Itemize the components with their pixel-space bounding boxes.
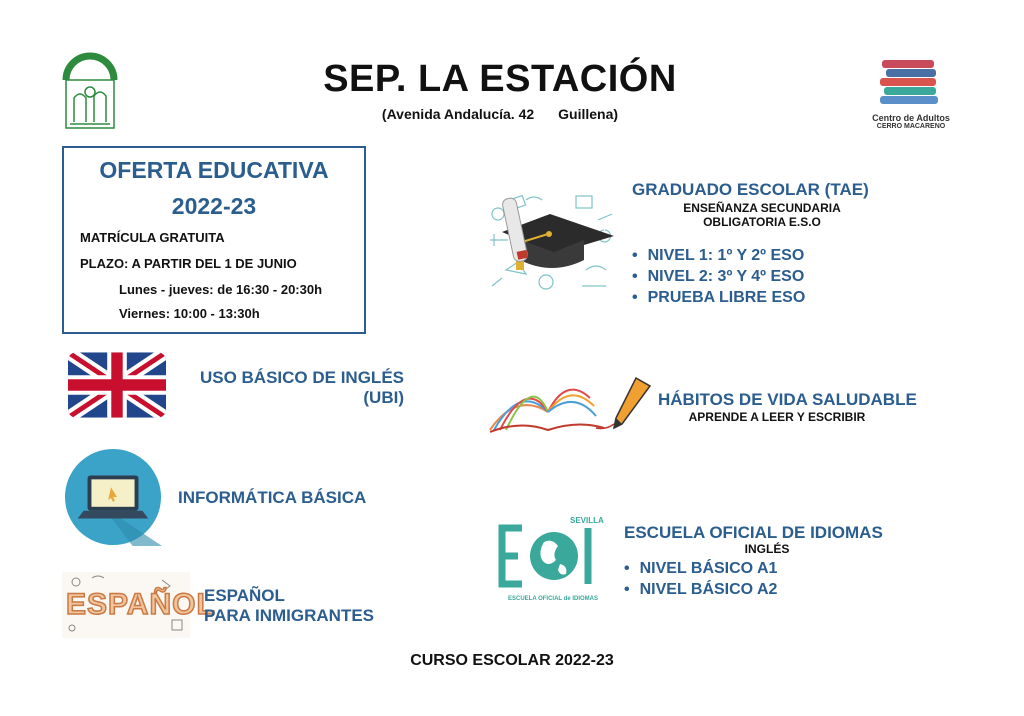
espanol-title — [204, 586, 374, 626]
habitos-sub: APRENDE A LEER Y ESCRIBIR — [688, 410, 866, 424]
eoi-sub: INGLÉS — [744, 542, 790, 556]
list-item: • PRUEBA LIBRE ESO — [632, 287, 805, 308]
eoi-logo-bottom: ESCUELA OFICIAL de IDIOMAS — [507, 596, 598, 602]
offer-line2: PLAZO: A PARTIR DEL 1 DE JUNIO — [80, 256, 297, 271]
espanol-line1: ESPAÑOL — [204, 586, 285, 605]
list-item: • NIVEL 2: 3º Y 4º ESO — [632, 266, 805, 287]
graduado-list — [632, 245, 805, 308]
book-pencil-icon — [486, 372, 656, 436]
laptop-icon — [64, 448, 162, 546]
eoi-list — [624, 558, 777, 600]
offer-box — [62, 146, 366, 334]
uk-flag-icon — [68, 350, 166, 420]
address — [0, 106, 1000, 122]
graduado-title: GRADUADO ESCOLAR (TAE) — [632, 180, 869, 199]
books-stack-icon — [866, 56, 956, 108]
ubi-line1: USO BÁSICO DE INGLÉS — [199, 368, 404, 387]
graduado-sub2: OBLIGATORIA E.S.O — [703, 215, 821, 229]
offer-title-line2: 2022-23 — [171, 193, 257, 219]
espanol-line2: PARA INMIGRANTES — [204, 606, 374, 625]
eoi-logo — [498, 516, 608, 606]
eoi-letters-icon — [498, 518, 608, 594]
ubi-line2: (UBI) — [363, 388, 404, 407]
informatica-title: INFORMÁTICA BÁSICA — [178, 488, 367, 507]
offer-title-line1: OFERTA EDUCATIVA — [99, 157, 329, 183]
list-item: • NIVEL 1: 1º Y 2º ESO — [632, 245, 805, 266]
offer-line1: MATRÍCULA GRATUITA — [80, 230, 225, 245]
list-item: • NIVEL BÁSICO A2 — [624, 579, 777, 600]
logo-right-line2: CERRO MACARENO — [876, 123, 946, 130]
habitos-title: HÁBITOS DE VIDA SALUDABLE — [658, 390, 917, 409]
offer-schedule2: Viernes: 10:00 - 13:30h — [119, 306, 260, 321]
espanol-doodle-image — [62, 572, 216, 638]
page-title: SEP. LA ESTACIÓN — [323, 58, 677, 100]
espanol-image-text: ESPAÑOL — [66, 588, 216, 621]
eoi-title: ESCUELA OFICIAL DE IDIOMAS — [624, 523, 883, 542]
logo-right-line1: Centro de Adultos — [872, 113, 950, 123]
footer: CURSO ESCOLAR 2022-23 — [410, 652, 614, 669]
address-town: Guillena) — [558, 106, 619, 122]
graduado-sub1: ENSEÑANZA SECUNDARIA — [683, 201, 841, 215]
list-item: • NIVEL BÁSICO A1 — [624, 558, 777, 579]
address-street: (Avenida Andalucía. 42 — [381, 106, 535, 122]
centro-adultos-logo — [866, 56, 956, 132]
ubi-title — [178, 368, 404, 408]
graduado-sub — [632, 201, 892, 229]
offer-schedule1: Lunes - jueves: de 16:30 - 20:30h — [119, 282, 323, 297]
eoi-logo-top: SEVILLA — [570, 516, 604, 525]
graduation-cap-icon — [486, 190, 622, 298]
